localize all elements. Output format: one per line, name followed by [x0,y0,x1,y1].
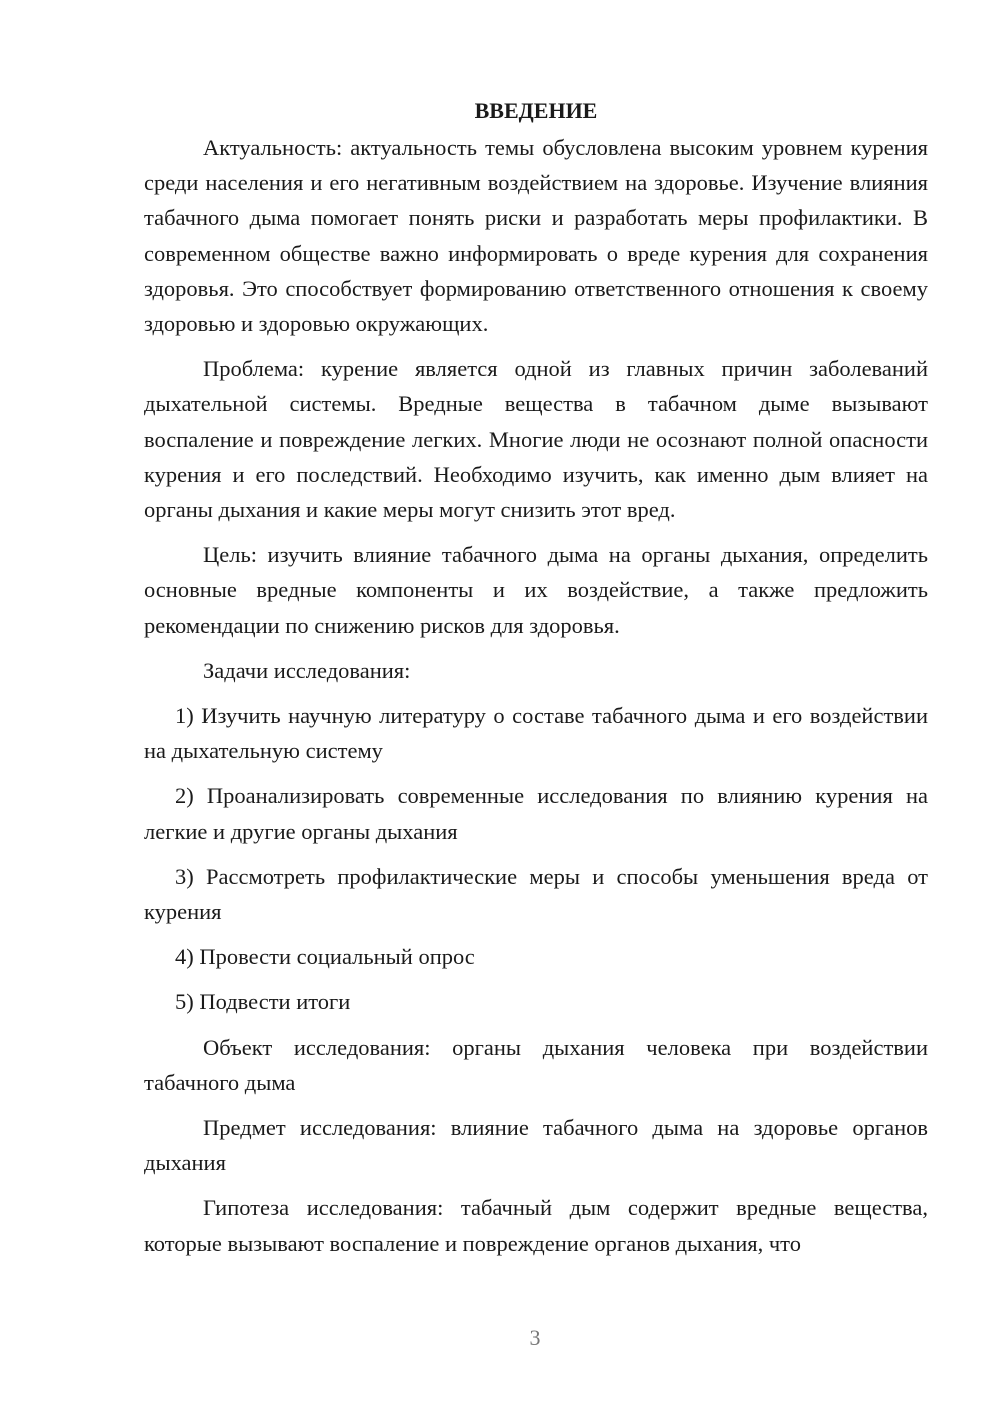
page-number: 3 [529,1325,541,1350]
task-item: 2) Проанализировать современные исследования по влиянию курения на легкие и другие органы дыхания [144,783,928,844]
object-paragraph: Объект исследования: органы дыхания человека при воздействии табачного дыма [144,1034,928,1095]
problem-paragraph: Проблема: курение является одной из главных причин заболеваний дыхательной системы. Вредные вещества в табачном дыме вызывают воспаление и повреждение легких. Многие люди не осознают полной опасности курения и его последствий. Необходимо изучить, как именно дым влияет на органы дыхания и какие меры могут снизить этот вред. [144,356,928,523]
subject-paragraph: Предмет исследования: влияние табачного дыма на здоровье органов дыхания [144,1115,928,1176]
hypothesis-paragraph: Гипотеза исследования: табачный дым содержит вредные вещества, которые вызывают воспаление и повреждение органов дыхания, что [144,1195,928,1256]
section-heading: ВВЕДЕНИЕ [474,98,598,123]
task-item: 1) Изучить научную литературу о составе табачного дыма и его воздействии на дыхательную систему [144,703,928,764]
relevance-paragraph: Актуальность: актуальность темы обусловлена высоким уровнем курения среди населения и его негативным воздействием на здоровье. Изучение влияния табачного дыма помогает понять риски и разработать меры профилактики. В современном обществе важно информировать о вреде курения для сохранения здоровья. Это способствует формированию ответственного отношения к своему здоровью и здоровью окружающих. [144,135,928,337]
task-item: 3) Рассмотреть профилактические меры и способы уменьшения вреда от курения [144,863,928,925]
goal-paragraph: Цель: изучить влияние табачного дыма на органы дыхания, определить основные вредные компоненты и их воздействие, а также предложить рекомендации по снижению рисков для здоровья. [144,542,928,638]
task-item: 4) Провести социальный опрос [175,944,475,970]
document-page [144,96,928,1271]
tasks-title: Задачи исследования: [203,657,411,683]
task-item: 5) Подвести итоги [175,989,351,1015]
